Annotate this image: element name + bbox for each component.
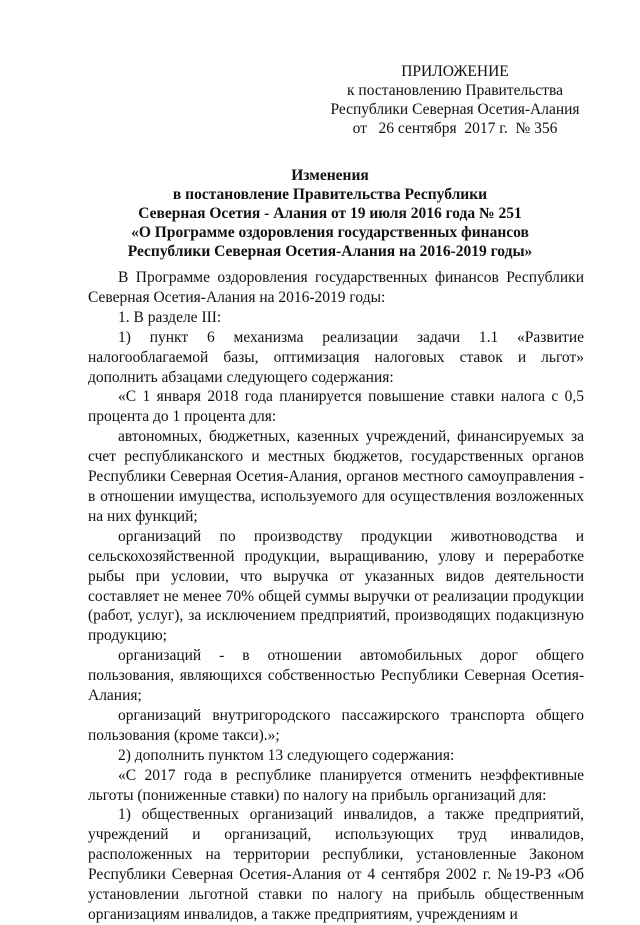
paragraph-disabled-orgs: 1) общественных организаций инвалидов, а также предприятий, учреждений и организаций, использующих труд инвалидов, расположенных на территории республики, установленные Законом Республики Северная Осетия-Алания от 4 сентября 2002 г. №19-РЗ «Об установлении льготной ставки по налогу на прибыль общественным организациям инвалидов, а также предприятиям, учреждениям и xyxy=(88,806,584,923)
appendix-line-2: Республики Северная Осетия-Алания xyxy=(330,101,580,118)
paragraph-roads: организаций - в отношении автомобильных дорог общего пользования, являющихся собственностью Республики Северная Осетия-Алания; xyxy=(88,647,584,705)
heading-line-4: «О Программе оздоровления государственных финансов xyxy=(131,224,529,241)
document-body xyxy=(88,268,584,925)
heading-line-5: Республики Северная Осетия-Алания на 2016-2019 годы» xyxy=(127,243,533,260)
paragraph-agriculture: организаций по производству продукции животноводства и сельскохозяйственной продукции, выращиванию, улову и переработке рыбы при условии, что выручка от указанных видов деятельности составляет не менее 70% общей суммы выручки от реализации продукции (работ, услуг), за исключением предприятий, производящих подакцизную продукцию; xyxy=(88,527,584,645)
document-heading xyxy=(100,166,560,261)
appendix-block xyxy=(300,62,610,138)
appendix-line-1: к постановлению Правительства xyxy=(347,82,563,99)
paragraph-intro: В Программе оздоровления государственных финансов Республики Северная Осетия-Алания на 2016-2019 годы: xyxy=(88,269,584,306)
paragraph-transport: организаций внутригородского пассажирского транспорта общего пользования (кроме такси).»; xyxy=(88,706,584,744)
heading-line-1: Изменения xyxy=(291,167,369,184)
paragraph-section-iii: 1. В разделе III: xyxy=(118,308,222,326)
paragraph-institutions: автономных, бюджетных, казенных учреждений, финансируемых за счет республиканского и местных бюджетов, государственных органов Республики Северная Осетия-Алания, органов местного самоуправления - в отношении имущества, используемого для осуществления возложенных на них функций; xyxy=(88,428,584,525)
paragraph-tax-increase: «С 1 января 2018 года планируется повышение ставки налога с 0,5 процента до 1 процента для: xyxy=(88,388,584,426)
appendix-title: ПРИЛОЖЕНИЕ xyxy=(401,63,509,80)
appendix-line-3: от 26 сентября 2017 г. № 356 xyxy=(352,120,558,137)
paragraph-2017: «С 2017 года в республике планируется отменить неэффективные льготы (пониженные ставки) по налогу на прибыль организаций для: xyxy=(88,766,584,804)
paragraph-item-2: 2) дополнить пунктом 13 следующего содержания: xyxy=(118,746,455,764)
heading-line-3: Северная Осетия - Алания от 19 июля 2016 года № 251 xyxy=(138,205,522,222)
paragraph-item-1: 1) пункт 6 механизма реализации задачи 1.1 «Развитие налогооблагаемой базы, оптимизация налоговых ставок и льгот» дополнить абзацами следующего содержания: xyxy=(88,328,584,386)
heading-line-2: в постановление Правительства Республики xyxy=(172,186,488,203)
